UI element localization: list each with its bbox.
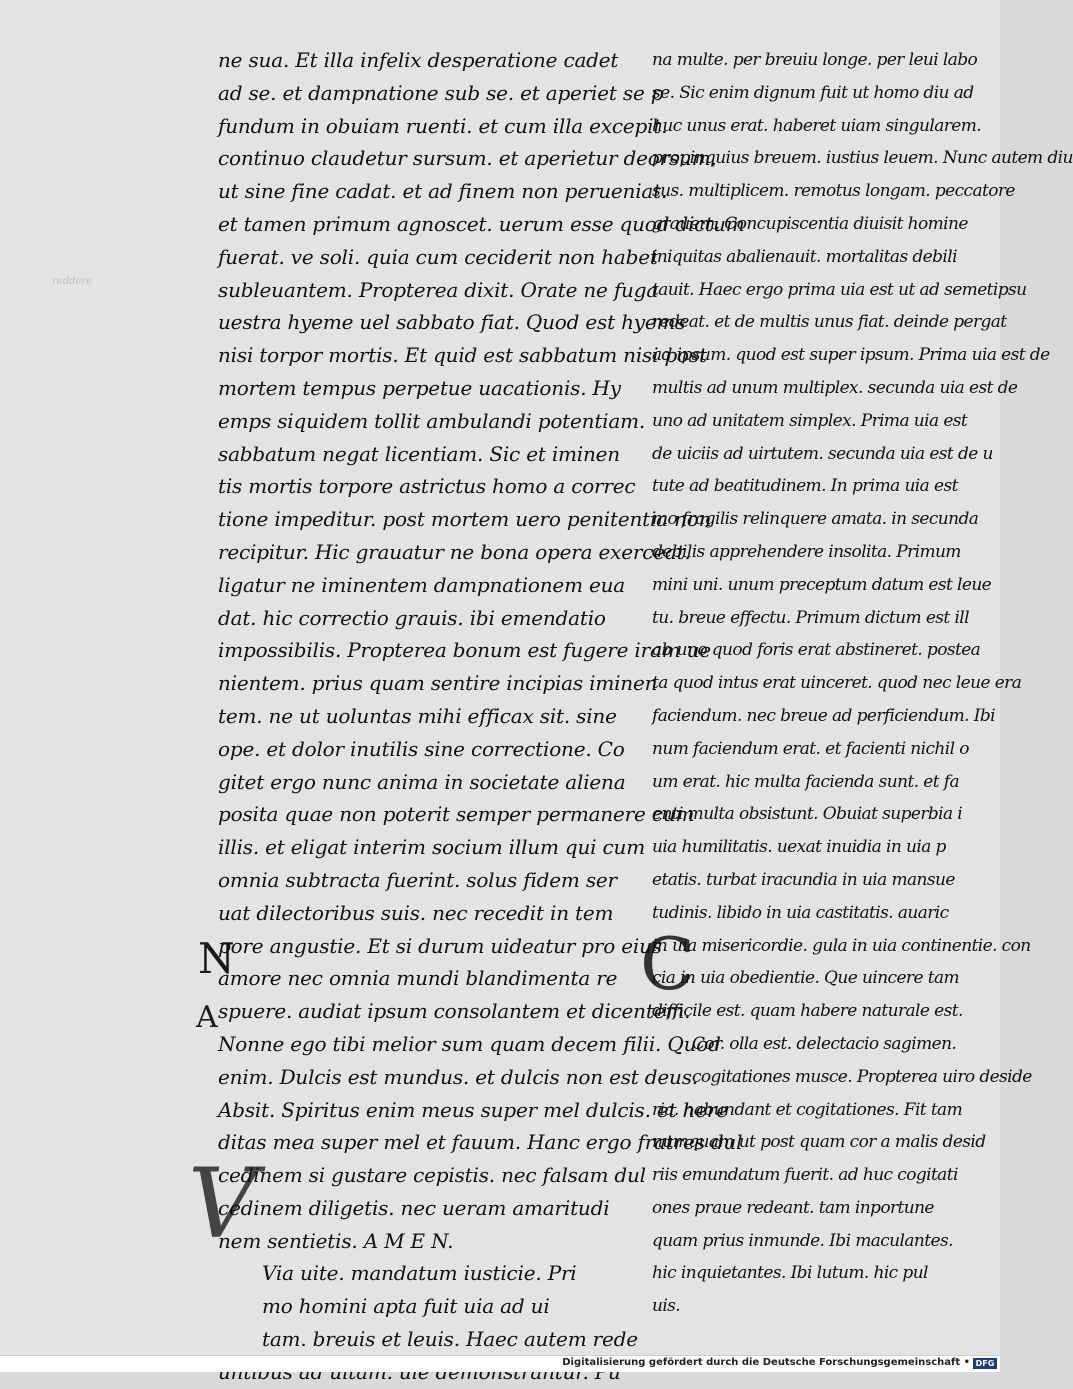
manuscript-line: tauit. Haec ergo prima uia est ut ad semetipsu — [652, 279, 1027, 300]
manuscript-line: subleuantem. Propterea dixit. Orate ne fuga — [218, 277, 659, 302]
manuscript-line: ones praue redeant. tam inportune — [652, 1197, 934, 1218]
manuscript-line: tute ad beatitudinem. In prima uia est — [652, 476, 958, 497]
manuscript-line: fundum in obuiam ruenti. et cum illa excepit. — [218, 113, 668, 138]
manuscript-line: um erat. hic multa facienda sunt. et fa — [652, 771, 960, 792]
manuscript-line: debilis apprehendere insolita. Primum — [652, 541, 961, 562]
manuscript-line: continuo claudetur sursum. et aperietur deorsum. — [218, 146, 717, 171]
manuscript-line: mo homini apta fuit uia ad ui — [262, 1294, 550, 1319]
manuscript-line: uis. — [652, 1296, 681, 1317]
manuscript-line: ab uno quod foris erat abstineret. postea — [652, 640, 981, 661]
initial-a: A — [196, 1000, 218, 1035]
manuscript-line: huc unus erat. haberet uiam singularem. — [652, 115, 982, 136]
manuscript-line: se. Sic enim dignum fuit ut homo diu ad — [652, 82, 974, 103]
manuscript-line: grauem. Concupiscentia diuisit homine — [652, 213, 968, 234]
manuscript-line: gitet ergo nunc anima in societate aliena — [218, 769, 626, 794]
manuscript-line: num faciendum erat. et facienti nichil o — [652, 738, 969, 759]
manuscript-line: ad ipsum. quod est super ipsum. Prima uia est de — [652, 345, 1050, 366]
manuscript-line: Absit. Spiritus enim meus super mel dulcis. et here — [218, 1097, 728, 1122]
manuscript-line: numquam ut post quam cor a malis desid — [652, 1132, 986, 1153]
manuscript-line: redeat. et de multis unus fiat. deinde pergat — [652, 312, 1007, 333]
manuscript-line: recipitur. Hic grauatur ne bona opera exerceat. — [218, 539, 691, 564]
manuscript-line: illis. et eligat interim socium illum qui cum — [218, 835, 645, 860]
manuscript-line: omnia subtracta fuerint. solus fidem ser — [218, 867, 617, 892]
manuscript-line: ta quod intus erat uinceret. quod nec leue era — [652, 673, 1022, 694]
manuscript-line: quam prius inmunde. Ibi maculantes. — [652, 1230, 953, 1251]
manuscript-line: Via uite. mandatum iusticie. Pri — [262, 1261, 577, 1286]
right-column-text — [652, 44, 1073, 1323]
manuscript-line: propinquius breuem. iustius leuem. Nunc autem diu — [652, 148, 1073, 169]
manuscript-line: spuere. audiat ipsum consolantem et dicentem. — [218, 999, 691, 1024]
manuscript-line: ut sine fine cadat. et ad finem non perueniat. — [218, 179, 668, 204]
manuscript-line: nem sentietis. A M E N. — [218, 1228, 454, 1253]
manuscript-line: etatis. turbat iracundia in uia mansue — [652, 869, 955, 890]
manuscript-line: ad se. et dampnatione sub se. et aperiet se p — [218, 80, 664, 105]
manuscript-line: et tamen primum agnoscet. uerum esse quod dictum — [218, 211, 745, 236]
manuscript-line: in uia misericordie. gula in uia continentie. con — [652, 935, 1031, 956]
manuscript-line: dat. hic correctio grauis. ibi emendatio — [218, 605, 606, 630]
initial-n: N — [198, 934, 235, 983]
manuscript-line: de uiciis ad uirtutem. secunda uia est de u — [652, 443, 993, 464]
manuscript-line: tam. breuis et leuis. Haec autem rede — [262, 1327, 638, 1352]
initial-v: V — [188, 1148, 258, 1260]
manuscript-line: iniquitas abalienauit. mortalitas debili — [652, 246, 957, 267]
manuscript-line: ope. et dolor inutilis sine correctione. Co — [218, 736, 625, 761]
manuscript-line: cia in uia obedientie. Que uincere tam — [652, 968, 959, 989]
manuscript-line: uestra hyeme uel sabbato fiat. Quod est hyems — [218, 310, 686, 335]
manuscript-line: tem. ne ut uoluntas mihi efficax sit. sine — [218, 703, 617, 728]
manuscript-line: tis mortis torpore astrictus homo a correc — [218, 474, 636, 499]
manuscript-line: cedinem diligetis. nec ueram amaritudi — [218, 1195, 610, 1220]
manuscript-line: ria. habundant et cogitationes. Fit tam — [652, 1099, 963, 1120]
dfg-logo: DFG — [973, 1358, 997, 1369]
manuscript-line: Cor. olla est. delectacio sagimen. — [692, 1033, 957, 1054]
manuscript-line: amore nec omnia mundi blandimenta re — [218, 966, 618, 991]
manuscript-line: ligatur ne iminentem dampnationem eua — [218, 572, 626, 597]
manuscript-line: difficile est. quam habere naturale est. — [652, 1001, 963, 1022]
manuscript-line: tudinis. libido in uia castitatis. auaric — [652, 902, 949, 923]
manuscript-line: ditas mea super mel et fauum. Hanc ergo fratres dul — [218, 1130, 743, 1155]
manuscript-line: impossibilis. Propterea bonum est fugere iram ue — [218, 638, 711, 663]
manuscript-line: mortem tempus perpetue uacationis. Hy — [218, 375, 621, 400]
manuscript-line: uno ad unitatem simplex. Prima uia est — [652, 410, 968, 431]
manuscript-line: tu. breue effectu. Primum dictum est ill — [652, 607, 969, 628]
manuscript-line: na multe. per breuiu longe. per leui labo — [652, 50, 978, 70]
manuscript-line: Nonne ego tibi melior sum quam decem filii. Quod — [218, 1031, 721, 1056]
manuscript-line: mini uni. unum preceptum datum est leue — [652, 574, 992, 595]
left-column-text — [218, 44, 745, 1389]
manuscript-line: fuerat. ve soli. quia cum ceciderit non habet — [218, 244, 658, 269]
manuscript-line: emps siquidem tollit ambulandi potentiam. — [218, 408, 645, 433]
manuscript-line: nisi torpor mortis. Et quid est sabbatum nisi post — [218, 343, 707, 368]
manuscript-line: multis ad unum multiplex. secunda uia est de — [652, 377, 1018, 398]
manuscript-line: cedinem si gustare cepistis. nec falsam dul — [218, 1163, 646, 1188]
manuscript-line: faciendum. nec breue ad perficiendum. Ibi — [652, 705, 995, 726]
manuscript-line: mo fragilis relinquere amata. in secunda — [652, 509, 979, 530]
manuscript-line: ne sua. Et illa infelix desperatione cadet — [218, 48, 619, 72]
manuscript-line: tione impeditur. post mortem uero penitentia non — [218, 507, 712, 532]
manuscript-line: riis emundatum fuerit. ad huc cogitati — [652, 1165, 958, 1186]
manuscript-line: nientem. prius quam sentire incipias iminen — [218, 671, 658, 696]
manuscript-line: pore angustie. Et si durum uideatur pro eius — [218, 933, 662, 958]
manuscript-line: enim. Dulcis est mundus. et dulcis non est deus. — [218, 1064, 698, 1089]
manuscript-line: cogitationes musce. Propterea uiro deside — [692, 1066, 1032, 1087]
footer-bar — [0, 1355, 1000, 1372]
manuscript-line: sabbatum negat licentiam. Sic et iminen — [218, 441, 620, 466]
manuscript-line: sus. multiplicem. remotus longam. peccatore — [652, 181, 1015, 202]
funding-credit: Digitalisierung gefördert durch die Deutsche Forschungsgemeinschaft • — [562, 1357, 970, 1368]
manuscript-line: uia humilitatis. uexat inuidia in uia p — [652, 837, 946, 858]
margin-note: reddere — [52, 276, 93, 287]
manuscript-line: posita quae non poterit semper permanere cum — [218, 802, 695, 827]
manuscript-line: hic inquietantes. Ibi lutum. hic pul — [652, 1263, 928, 1284]
manuscript-line: uat dilectoribus suis. nec recedit in tem — [218, 900, 614, 925]
initial-c: C — [640, 922, 696, 1006]
manuscript-line: enti multa obsistunt. Obuiat superbia i — [652, 804, 963, 825]
